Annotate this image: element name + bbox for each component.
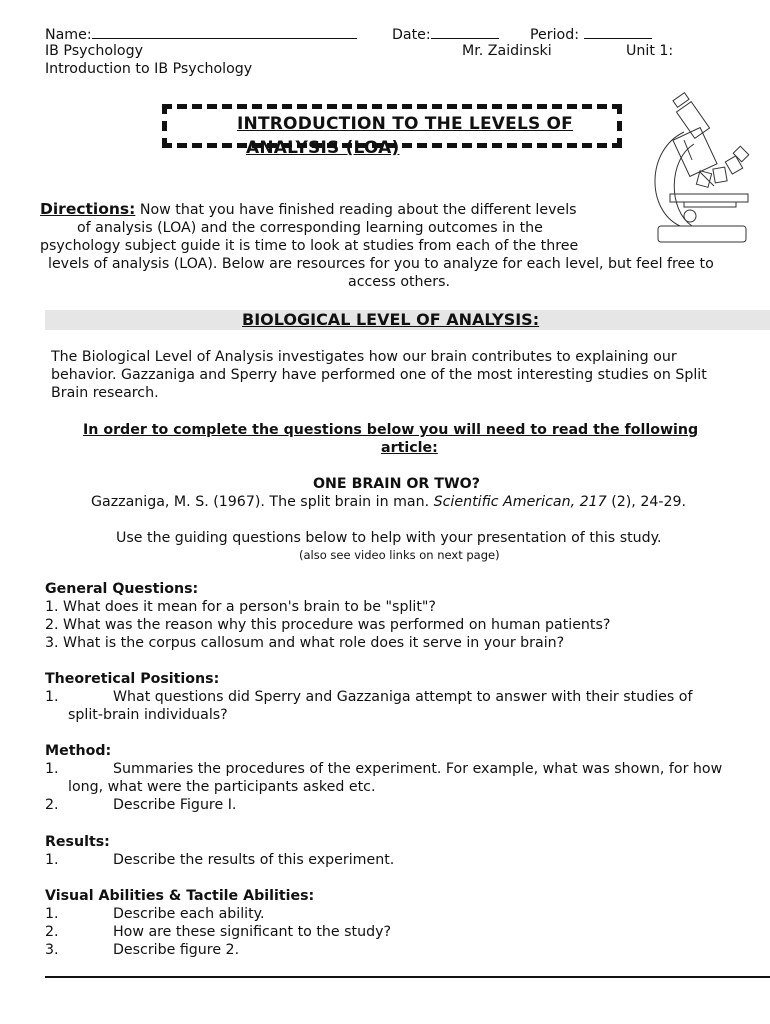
theory-text-1: What questions did Sperry and Gazzaniga attempt to answer with their studies of xyxy=(113,689,693,705)
article-citation xyxy=(91,493,686,511)
bio-intro-line-3: Brain research. xyxy=(51,385,159,401)
visual-number-1: 1. xyxy=(45,906,59,922)
visual-number-3: 3. xyxy=(45,942,59,958)
visual-text-3: Describe figure 2. xyxy=(113,942,240,958)
visual-tactile-heading: Visual Abilities & Tactile Abilities: xyxy=(45,888,315,904)
method-heading: Method: xyxy=(45,743,112,759)
general-questions-heading: General Questions: xyxy=(45,581,199,597)
date-field xyxy=(392,24,499,44)
name-blank xyxy=(92,24,357,39)
article-title: ONE BRAIN OR TWO? xyxy=(313,476,480,492)
general-question-3: 3. What is the corpus callosum and what role does it serve in your brain? xyxy=(45,635,565,651)
period-field xyxy=(530,24,652,44)
citation-prefix: Gazzaniga, M. S. (1967). The split brain in man. xyxy=(91,494,434,510)
visual-number-2: 2. xyxy=(45,924,59,940)
title-line-2: ANALYSIS (LOA) xyxy=(246,138,400,158)
directions-label: Directions: xyxy=(40,200,136,218)
method-question-2 xyxy=(45,796,770,814)
date-blank xyxy=(431,24,499,39)
name-label: Name: xyxy=(45,27,92,43)
directions-text-1: Now that you have finished reading about the different levels xyxy=(135,202,577,218)
directions-line-5: access others. xyxy=(348,274,451,290)
directions-line-4: levels of analysis (LOA). Below are resources for you to analyze for each level, but feel free to xyxy=(48,256,714,272)
general-question-2: 2. What was the reason why this procedure was performed on human patients? xyxy=(45,617,611,633)
method-number-2: 2. xyxy=(45,797,59,813)
directions-line-2: of analysis (LOA) and the corresponding learning outcomes in the xyxy=(77,220,543,236)
unit-title: Introduction to IB Psychology xyxy=(45,61,253,77)
date-label: Date: xyxy=(392,27,431,43)
method-question-1-cont: long, what were the participants asked etc. xyxy=(68,779,376,795)
visual-text-2: How are these significant to the study? xyxy=(113,924,392,940)
theory-question-1-cont: split-brain individuals? xyxy=(68,707,228,723)
theory-question-1 xyxy=(45,688,770,706)
directions-line-1 xyxy=(40,200,577,219)
method-number-1: 1. xyxy=(45,761,59,777)
citation-journal: Scientific American, 217 xyxy=(433,494,607,510)
teacher-name: Mr. Zaidinski xyxy=(462,43,552,59)
method-question-1 xyxy=(45,760,770,778)
results-text-1: Describe the results of this experiment. xyxy=(113,852,395,868)
title-line-1: INTRODUCTION TO THE LEVELS OF xyxy=(237,114,573,134)
method-text-1: Summaries the procedures of the experiment. For example, what was shown, for how xyxy=(113,761,723,777)
bio-intro-line-1: The Biological Level of Analysis investigates how our brain contributes to explaining our xyxy=(51,349,677,365)
name-field xyxy=(45,24,357,44)
visual-question-3 xyxy=(45,941,770,959)
results-heading: Results: xyxy=(45,834,110,850)
visual-question-2 xyxy=(45,923,770,941)
bottom-divider xyxy=(45,976,770,978)
method-text-2: Describe Figure I. xyxy=(113,797,237,813)
period-label: Period: xyxy=(530,27,580,43)
bio-section-heading: BIOLOGICAL LEVEL OF ANALYSIS: xyxy=(242,310,540,329)
instruction-line-1: In order to complete the questions below you will need to read the following xyxy=(83,422,699,438)
guide-line: Use the guiding questions below to help with your presentation of this study. xyxy=(116,530,662,546)
citation-suffix: (2), 24-29. xyxy=(606,494,687,510)
bio-intro-line-2: behavior. Gazzaniga and Sperry have performed one of the most interesting studies on Split xyxy=(51,367,707,383)
visual-question-1 xyxy=(45,905,770,923)
results-question-1 xyxy=(45,851,770,869)
unit-label: Unit 1: xyxy=(626,43,674,59)
microscope-icon xyxy=(640,90,760,250)
guide-note: (also see video links on next page) xyxy=(299,548,500,562)
instruction-line-2: article: xyxy=(381,440,438,456)
visual-text-1: Describe each ability. xyxy=(113,906,265,922)
period-blank xyxy=(584,24,652,39)
results-number-1: 1. xyxy=(45,852,59,868)
theoretical-positions-heading: Theoretical Positions: xyxy=(45,671,220,687)
theory-number-1: 1. xyxy=(45,689,59,705)
general-question-1: 1. What does it mean for a person's brain to be "split"? xyxy=(45,599,436,615)
course-name: IB Psychology xyxy=(45,43,144,59)
directions-line-3: psychology subject guide it is time to look at studies from each of the three xyxy=(40,238,579,254)
